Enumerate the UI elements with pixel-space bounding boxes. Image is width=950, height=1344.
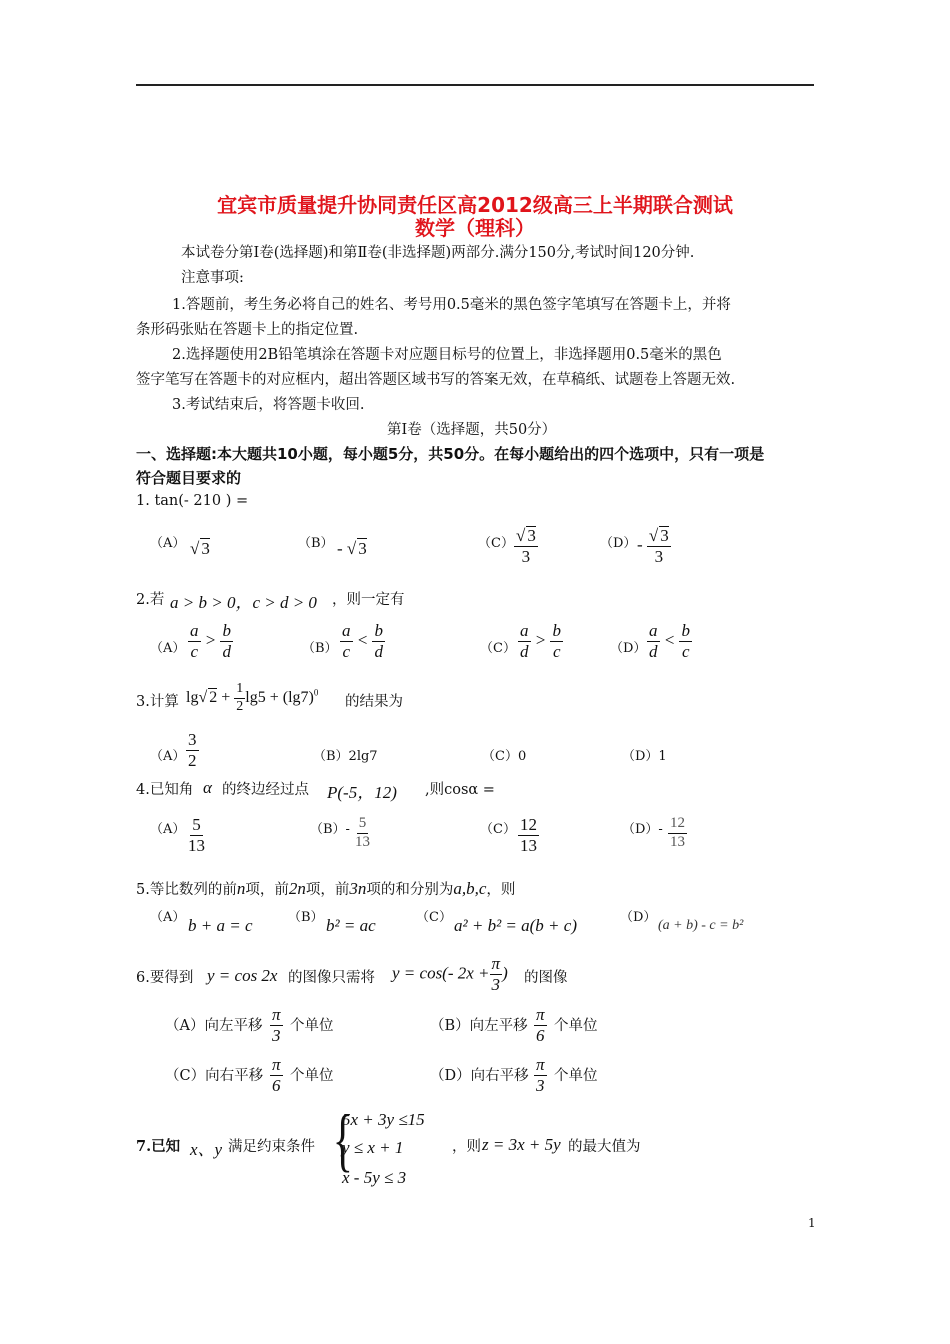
q7-brace: { bbox=[332, 1102, 353, 1179]
q2-option-a-math: $\frac{a}{c}$ > $\frac{b}{d}$ bbox=[190, 621, 231, 661]
section-1-heading-line-1: 一、选择题:本大题共10小题，每小题5分，共50分。在每小题给出的四个选项中，只有一项是 bbox=[136, 445, 765, 463]
q1-option-c-label: （C） bbox=[478, 536, 514, 551]
q2-condition: a > b > 0，c > d > 0 bbox=[170, 593, 317, 612]
q6-option-c-unit: 个单位 bbox=[290, 1068, 334, 1084]
q4-alpha: α bbox=[203, 778, 212, 797]
q4-option-d-label: （D）- bbox=[622, 822, 663, 837]
q4-option-c-math: $\frac{12}{13}$ bbox=[520, 815, 537, 855]
q5-n: n bbox=[236, 879, 246, 898]
q5-abc: a,b,c bbox=[453, 879, 487, 898]
q5-2n: 2n bbox=[288, 879, 306, 898]
q1-option-d-label: （D） bbox=[600, 536, 637, 551]
q5-option-d-label: （D） bbox=[620, 910, 657, 925]
q3-option-d: （D）1 bbox=[622, 749, 667, 764]
q5-stem-e: ，则 bbox=[486, 882, 516, 898]
q5-option-a-math: b + a = c bbox=[188, 916, 253, 935]
q6-option-d: （D）向右平移 bbox=[430, 1068, 529, 1084]
note-2-line-2: 签字笔写在答题卡的对应框内，超出答题区域书写的答案无效，在草稿纸、试题卷上答题无效. bbox=[136, 372, 736, 388]
q2-option-c-math: $\frac{a}{d}$ > $\frac{b}{c}$ bbox=[520, 621, 561, 661]
q7-objective: z = 3x + 5y bbox=[482, 1135, 561, 1154]
q7-stem-d: 的最大值为 bbox=[568, 1139, 641, 1155]
q6-source-function: y = cos(- 2x + $\frac{\pi}{3}$ ) bbox=[392, 954, 508, 994]
q4-number: 4.已知角 bbox=[136, 782, 194, 798]
q5-option-b-label: （B） bbox=[288, 910, 324, 925]
q3-option-a-label: （A） bbox=[150, 749, 186, 764]
q6-option-c-frac: $\frac{\pi}{6}$ bbox=[272, 1055, 281, 1095]
note-3: 3.考试结束后，将答题卡收回. bbox=[172, 397, 365, 413]
q4-option-a-label: （A） bbox=[150, 822, 186, 837]
page-number: 1 bbox=[808, 1216, 816, 1230]
q2-number: 2.若 bbox=[136, 592, 165, 608]
q2-option-b-math: $\frac{a}{c}$ < $\frac{b}{d}$ bbox=[342, 621, 383, 661]
q4-option-d-math: $\frac{12}{13}$ bbox=[670, 815, 685, 850]
q1-option-b-math: - √ 3 bbox=[337, 539, 367, 558]
note-1-line-2: 条形码张贴在答题卡上的指定位置. bbox=[136, 322, 359, 338]
q5-stem-b: 项，前 bbox=[245, 882, 289, 898]
q5-option-c-math: a² + b² = a(b + c) bbox=[454, 916, 577, 935]
q6-stem-a: 6.要得到 bbox=[136, 970, 194, 986]
q1-option-a-label: （A） bbox=[150, 536, 186, 551]
q6-option-d-frac: $\frac{\pi}{3}$ bbox=[536, 1055, 545, 1095]
q2-option-c-label: （C） bbox=[480, 641, 516, 656]
q2-option-a-label: （A） bbox=[150, 641, 186, 656]
q6-option-a-frac: $\frac{\pi}{3}$ bbox=[272, 1005, 281, 1045]
q3-tail: 的结果为 bbox=[345, 694, 403, 710]
q5-option-c-label: （C） bbox=[416, 910, 452, 925]
q7-variables: x、y bbox=[190, 1140, 223, 1159]
q6-option-b-unit: 个单位 bbox=[554, 1018, 598, 1034]
q6-option-b: （B）向左平移 bbox=[430, 1018, 528, 1034]
q6-option-d-unit: 个单位 bbox=[554, 1068, 598, 1084]
q5-stem-c: 项，前 bbox=[305, 882, 350, 898]
q4-option-a-math: $\frac{5}{13}$ bbox=[188, 815, 205, 855]
q4-option-b-label: （B）- bbox=[310, 822, 350, 837]
q1-option-b-label: （B） bbox=[298, 536, 334, 551]
q3-expression: lg√ 2 + $\frac{1}{2}$ $\lg 5 + (\lg 7)^0$ bbox=[186, 681, 319, 714]
header-rule bbox=[136, 84, 814, 86]
q6-option-a: （A）向左平移 bbox=[165, 1018, 263, 1034]
intro-text: 本试卷分第Ⅰ卷(选择题)和第Ⅱ卷(非选择题)两部分.满分150分,考试时间120分钟. bbox=[181, 245, 695, 261]
exam-title: 宜宾市质量提升协同责任区高2012级高三上半期联合测试 bbox=[217, 193, 733, 217]
section-1-heading-line-2: 符合题目要求的 bbox=[136, 469, 242, 487]
q2-option-d-label: （D） bbox=[610, 641, 647, 656]
q5-option-d-math: (a + b) - c = b² bbox=[658, 918, 744, 933]
q4-tail: ,则cosα = bbox=[425, 782, 495, 798]
q3-option-a-math: $\frac{3}{2}$ bbox=[188, 730, 197, 770]
q3-option-c: （C）0 bbox=[482, 749, 527, 764]
q5-option-a-label: （A） bbox=[150, 910, 186, 925]
q4-option-b-math: $\frac{5}{13}$ bbox=[355, 815, 370, 850]
q2-option-d-math: $\frac{a}{d}$ < $\frac{b}{c}$ bbox=[649, 621, 690, 661]
q6-target-function: y = cos 2x bbox=[207, 966, 278, 985]
q4-option-c-label: （C） bbox=[480, 822, 516, 837]
q5-option-b-math: b² = ac bbox=[326, 916, 376, 935]
q4-mid: 的终边经过点 bbox=[222, 782, 309, 798]
q5-stem-a: 5.等比数列的前 bbox=[136, 882, 237, 898]
q5-stem-d: 项的和分别为 bbox=[366, 882, 454, 898]
q6-option-c: （C）向右平移 bbox=[165, 1068, 264, 1084]
q7-stem-b: 满足约束条件 bbox=[228, 1139, 315, 1155]
part-1-heading: 第Ⅰ卷（选择题，共50分） bbox=[387, 422, 557, 438]
q6-option-b-frac: $\frac{\pi}{6}$ bbox=[536, 1005, 545, 1045]
q2-tail: ，则一定有 bbox=[332, 592, 405, 608]
q7-constraint-1: 5x + 3y ≤15 bbox=[342, 1110, 425, 1129]
q7-stem-a: 7.已知 bbox=[136, 1138, 181, 1155]
q6-stem-b: 的图像只需将 bbox=[288, 970, 375, 986]
q5-stem bbox=[136, 878, 515, 899]
q3-option-b: （B）2lg7 bbox=[313, 749, 378, 764]
q1-stem: 1. tan(- 210 ) = bbox=[136, 493, 249, 509]
q5-3n: 3n bbox=[349, 879, 367, 898]
note-2-line-1: 2.选择题使用2B铅笔填涂在答题卡对应题目标号的位置上，非选择题用0.5毫米的黑色 bbox=[172, 347, 722, 363]
q7-constraint-3: x - 5y ≤ 3 bbox=[342, 1168, 407, 1187]
q3-number: 3.计算 bbox=[136, 694, 179, 710]
q6-stem-c: 的图像 bbox=[524, 970, 568, 986]
q7-stem-c: ，则 bbox=[452, 1139, 481, 1155]
q6-source-function-a: y = cos(- 2x + bbox=[392, 963, 490, 983]
q1-option-a-math: √ 3 bbox=[190, 539, 210, 558]
exam-subtitle: 数学（理科） bbox=[415, 216, 535, 240]
q6-option-a-unit: 个单位 bbox=[290, 1018, 334, 1034]
q1-option-d-math: - $\frac{√ 3}{3}$ bbox=[637, 526, 669, 566]
q4-point: P(-5，12) bbox=[327, 783, 397, 802]
notes-heading: 注意事项: bbox=[181, 270, 244, 286]
note-1-line-1: 1.答题前，考生务必将自己的姓名、考号用0.5毫米的黑色签字笔填写在答题卡上，并将 bbox=[172, 297, 731, 313]
q2-option-b-label: （B） bbox=[302, 641, 338, 656]
q7-constraint-2: y ≤ x + 1 bbox=[342, 1138, 404, 1157]
q1-option-c-math: $\frac{√ 3}{3}$ bbox=[516, 526, 536, 566]
